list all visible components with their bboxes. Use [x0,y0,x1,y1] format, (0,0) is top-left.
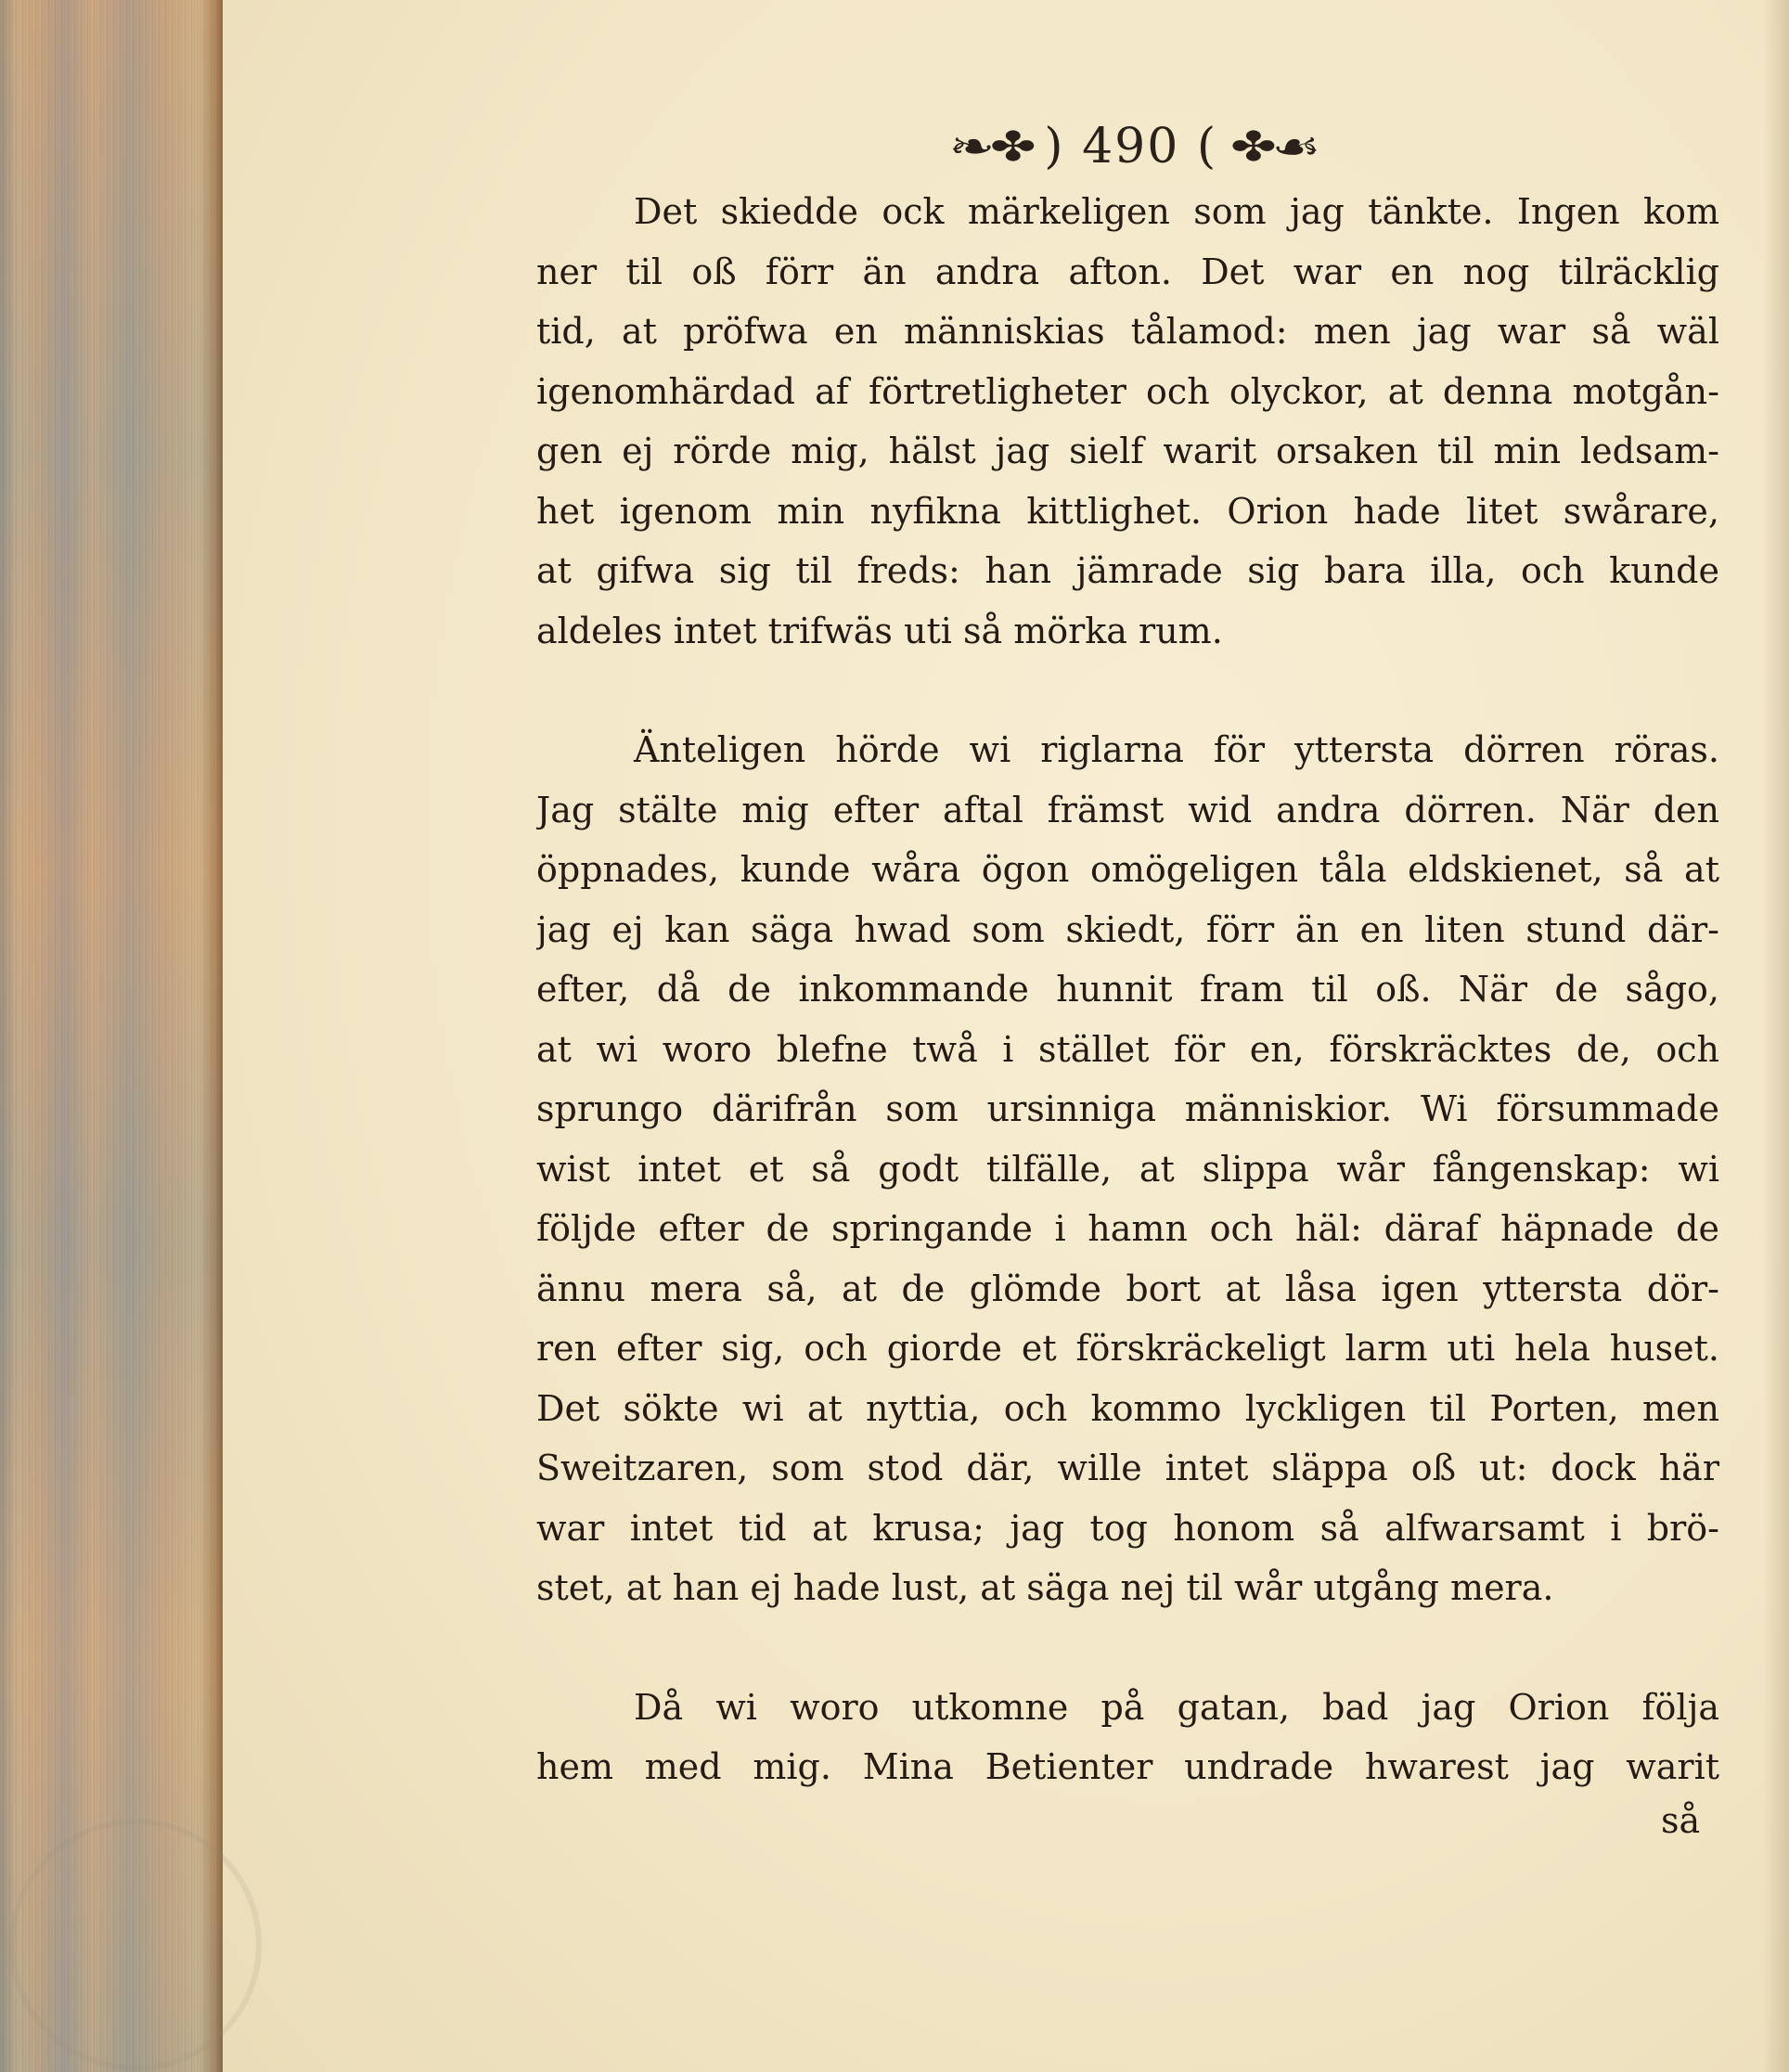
text-line: aldeles intet trifwäs uti så mörka rum. [536,610,1223,651]
text-line: igenomhärdad af förtretligheter och olyckor, at denna motgån- [536,370,1719,412]
text-line: gen ej rörde mig, hälst jag sielf warit orsaken til min ledsam- [536,431,1719,471]
text-line: följde efter de springande i hamn och häl: däraf häpnade de [536,1208,1719,1249]
text-line: Det skiedde ock märkeligen som jag tänkte. Ingen kom [634,191,1719,232]
text-line: hem med mig. Mina Betienter undrade hwarest jag warit [536,1746,1719,1787]
text-line: Sweitzaren, som stod där, wille intet släppa oß ut: dock här [536,1448,1719,1488]
paragraph-2 [536,720,1719,1618]
paragraph-1 [536,182,1719,661]
left-ornament-icon: ❧✤ [948,122,1031,171]
text-line: sprungo därifrån som ursinniga människior. Wi försummade [536,1088,1719,1129]
text-line: Då wi woro utkomne på gatan, bad jag Orion följa [634,1686,1719,1728]
body-text [536,182,1719,1797]
text-line: at gifwa sig til freds: han jämrade sig bara illa, och kunde [536,550,1719,591]
right-ornament-icon: ✤☙ [1230,122,1317,171]
text-line: efter, då de inkommande hunnit fram til oß. När de sågo, [536,969,1719,1010]
text-line: at wi woro blefne twå i stället för en, förskräcktes de, och [536,1028,1719,1070]
text-line: Jag stälte mig efter aftal främst wid andra dörren. När den [536,789,1719,830]
text-line: ner til oß förr än andra afton. Det war en nog tilräcklig [536,251,1719,292]
paragraph-3 [536,1678,1719,1797]
text-line: ren efter sig, och giorde et förskräckeligt larm uti hela huset. [536,1328,1719,1369]
text-line: Det sökte wi at nyttia, och kommo lyckligen til Porten, men [536,1387,1719,1429]
paragraph-gap [536,1618,1719,1678]
catchword: så [1661,1800,1701,1841]
text-line: ännu mera så, at de glömde bort at låsa igen yttersta dör- [536,1268,1719,1309]
text-line: wist intet et så godt tilfälle, at slippa wår fångenskap: wi [536,1148,1719,1190]
faint-stamp-mark [9,1819,262,2071]
paragraph-gap [536,661,1719,720]
text-line: stet, at han ej hade lust, at säga nej til wår utgång mera. [536,1567,1554,1608]
page-number: ) 490 ( [1044,119,1218,174]
book-page-edges [0,0,223,2072]
page-shadow [1763,0,1789,2072]
text-line: war intet tid at krusa; jag tog honom så alfwarsamt i brö- [536,1507,1719,1549]
text-line: tid, at pröfwa en människias tålamod: men jag war så wäl [536,311,1719,352]
text-line: öppnades, kunde wåra ögon omögeligen tåla eldskienet, så at [536,849,1719,890]
text-line: jag ej kan säga hwad som skiedt, förr än en liten stund där- [536,908,1719,950]
page-header [854,119,1410,174]
text-line: het igenom min nyfikna kittlighet. Orion hade litet swårare, [536,490,1719,532]
text-line: Änteligen hörde wi riglarna för yttersta dörren röras. [634,729,1719,770]
